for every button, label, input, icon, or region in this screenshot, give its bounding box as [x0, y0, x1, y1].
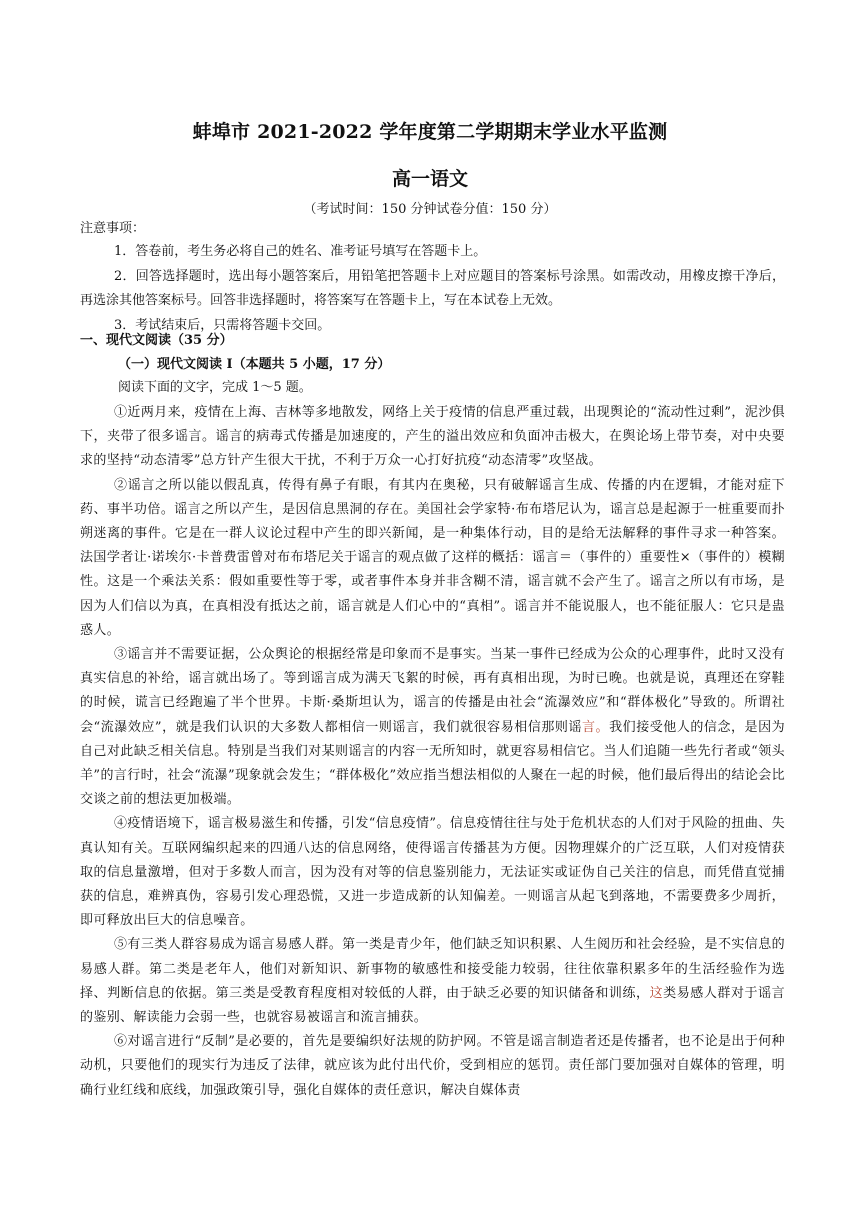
- subject-title: 高一语文: [391, 168, 468, 190]
- paragraph-3: [80, 643, 785, 812]
- notes-title: 注意事项：: [80, 221, 146, 236]
- note-item: 3．考试结束后，只需将答题卡交回。: [114, 317, 331, 333]
- section-title: 一、现代文阅读（35 分）: [80, 333, 233, 348]
- paragraph-3-text-cont: 我们接受他人的信念，是因为自己对此缺乏相关信息。特别是当我们对某则谣言的内容一无所知时，就更容易相信它。当人们追随一些先行者或“领头羊”的言行时，社会“流瀑”现象就会发生；“群体极化”效应指当想法相似的人聚在一起的时候，他们最后得出的结论会比交谈之前的想法更加极端。: [80, 719, 785, 808]
- note-item: 2．回答选择题时，选出每小题答案后，用铅笔把答题卡上对应题目的答案标号涂黑。如需改动，用橡皮擦干净后，再选涂其他答案标号。回答非选择题时，将答案写在答题卡上，写在本试卷上无效。: [80, 268, 785, 308]
- paragraph-4: ④疫情语境下，谣言极易滋生和传播，引发“信息疫情”。信息疫情往往与处于危机状态的人们对于风险的扭曲、失真认知有关。互联网编织起来的四通八达的信息网络，使得谣言传播甚为方便。因物理媒介的广泛互联，人们对疫情获取的信息量激增，但对于多数人而言，因为没有对等的信息鉴别能力，无法证实或证伪自己关注的信息，而凭借直觉捕获的信息，难辨真伪，容易引发心理恐慌，又进一步造成新的认知偏差。一则谣言从起飞到落地，不需要费多少周折，即可释放出巨大的信息噪音。: [80, 816, 785, 929]
- paragraph-1: ①近两月来，疫情在上海、吉林等多地散发，网络上关于疫情的信息严重过载，出现舆论的“流动性过剩”，泥沙俱下，夹带了很多谣言。谣言的病毒式传播是加速度的，产生的溢出效应和负面冲击极大，在舆论场上带节奏，对中央要求的坚持“动态清零”总方针产生很大干扰，不利于万众一心打好抗疫“动态清零”攻坚战。: [80, 405, 785, 469]
- paragraph-6: ⑥对谣言进行“反制”是必要的，首先是要编织好法规的防护网。不管是谣言制造者还是传播者，也不论是出于何种动机，只要他们的现实行为违反了法律，就应该为此付出代价，受到相应的惩罚。责任部门要加强对自媒体的管理，明确行业红线和底线，加强政策引导，强化自媒体的责任意识，解决自媒体责: [80, 1034, 785, 1098]
- reading-passage: [80, 401, 785, 1103]
- exam-title: 蚌埠市 2021-2022 学年度第二学期期末学业水平监测: [192, 121, 668, 143]
- paragraph-5-text-cont: 类易感人群对于谣言的鉴别、解读能力会弱一些，也就容易被谣言和流言捕获。: [80, 985, 785, 1026]
- paragraph-5: [80, 933, 785, 1030]
- subsection-title: （一）现代文阅读 I（本题共 5 小题，17 分）: [118, 357, 391, 372]
- paragraph-5-text: ⑤有三类人群容易成为谣言易感人群。第一类是青少年，他们缺乏知识积累、人生阅历和社会经验，是不实信息的易感人群。第二类是老年人，他们对新知识、新事物的敏感性和接受能力较弱，往往依靠积累多年的生活经验作为选择、判断信息的依据。第三类是受教育程度相对较低的人群，由于缺乏必要的知识储备和训练，: [80, 937, 785, 1001]
- notes-list: [80, 240, 785, 338]
- reading-instruction: 阅读下面的文字，完成 1～5 题。: [118, 380, 312, 395]
- paragraph-3-highlight: 言。: [582, 719, 610, 735]
- paragraph-3-text: ③谣言并不需要证据，公众舆论的根据经常是印象而不是事实。当某一事件已经成为公众的心理事件，此时又没有真实信息的补给，谣言就出场了。等到谣言成为满天飞絮的时候，再有真相出现，为时已晚。也就是说，真理还在穿鞋的时候，谎言已经跑遍了半个世界。卡斯·桑斯坦认为，谣言的传播是由社会“流瀑效应”和“群体极化”导致的。所谓社会“流瀑效应”，就是我们认识的大多数人都相信一则谣言，我们就很容易相信那则谣: [80, 647, 785, 735]
- note-item: 1．答卷前，考生务必将自己的姓名、准考证号填写在答题卡上。: [114, 244, 487, 259]
- exam-info: （考试时间：150 分钟试卷分值：150 分）: [303, 202, 557, 217]
- paragraph-5-highlight: 这: [649, 985, 664, 1001]
- paragraph-2: ②谣言之所以能以假乱真，传得有鼻子有眼，有其内在奥秘，只有破解谣言生成、传播的内在逻辑，才能对症下药、事半功倍。谣言之所以产生，是因信息黑洞的存在。美国社会学家特·布布塔尼认为，谣言总是起源于一桩重要而扑朔迷离的事件。它是在一群人议论过程中产生的即兴新闻，是一种集体行动，目的是给无法解释的事件寻求一种答案。法国学者让·诺埃尔·卡普费雷曾对布布塔尼关于谣言的观点做了这样的概括：谣言＝（事件的）重要性×（事件的）模糊性。这是一个乘法关系：假如重要性等于零，或者事件本身并非含糊不清，谣言就不会产生了。谣言之所以有市场，是因为人们信以为真，在真相没有抵达之前，谣言就是人们心中的“真相”。谣言并不能说服人，也不能征服人：它只是蛊惑人。: [80, 477, 785, 638]
